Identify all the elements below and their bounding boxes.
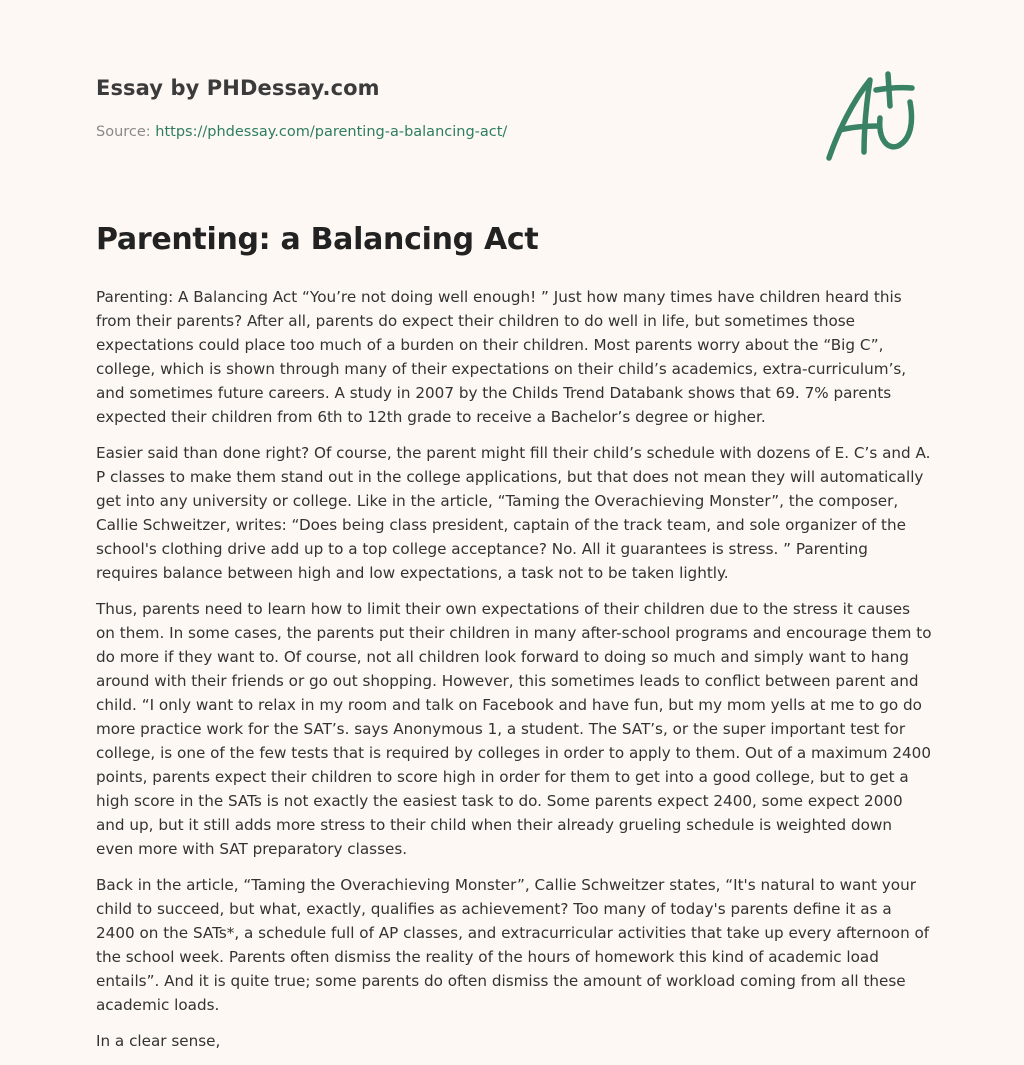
- paragraph-1: Parenting: A Balancing Act “You’re not doing well enough! ” Just how many times have children heard this from their parents? After all, parents do expect their children to do well in life, but sometimes those expectations could place too much of a burden on their children. Most parents worry about the “Big C”, college, which is shown through many of their expectations on their child’s academics, extra-curriculum’s, and sometimes future careers. A study in 2007 by the Childs Trend Databank shows that 69. 7% parents expected their children from 6th to 12th grade to receive a Bachelor’s degree or higher.: [96, 288, 907, 426]
- paragraph-2: Easier said than done right? Of course, the parent might fill their child’s schedule with dozens of E. C’s and A. P classes to make them stand out in the college applications, but that does not mean they will automatically get into any university or college. Like in the article, “Taming the Overachieving Monster”, the composer, Callie Schweitzer, writes: “Does being class president, captain of the track team, and sole organizer of the school's clothing drive add up to a top college acceptance? No. All it guarantees is stress. ” Parenting requires balance between high and low expectations, a task not to be taken lightly.: [96, 444, 931, 582]
- a-plus-logo-icon: [818, 66, 930, 166]
- site-title: Essay by PHDessay.com: [96, 76, 380, 100]
- article-title: Parenting: a Balancing Act: [96, 222, 539, 257]
- paragraph-3: Thus, parents need to learn how to limit their own expectations of their children due to the stress it causes on them. In some cases, the parents put their children in many after-school programs and encourage them to do more if they want to. Of course, not all children look forward to doing so much and simply want to hang around with their friends or go out shopping. However, this sometimes leads to conflict between parent and child. “I only want to relax in my room and talk on Facebook and have fun, but my mom yells at me to go do more practice work for the SAT’s. says Anonymous 1, a student. The SAT’s, or the super important test for college, is one of the few tests that is required by colleges in order to apply to them. Out of a maximum 2400 points, parents expect their children to score high in order for them to get into a good college, but to get a high score in the SATs is not exactly the easiest task to do. Some parents expect 2400, some expect 2000 and up, but it still adds more stress to their child when their already grueling schedule is weighted down even more with SAT preparatory classes.: [96, 600, 932, 858]
- source-label: Source:: [96, 124, 156, 140]
- source-link[interactable]: https://phdessay.com/parenting-a-balancing-act/: [155, 124, 508, 140]
- page-header: [96, 76, 928, 140]
- source-line: [96, 124, 507, 140]
- paragraph-4: Back in the article, “Taming the Overachieving Monster”, Callie Schweitzer states, “It's natural to want your child to succeed, but what, exactly, qualifies as achievement? Too many of today's parents define it as a 2400 on the SATs*, a schedule full of AP classes, and extracurricular activities that take up every afternoon of the school week. Parents often dismiss the reality of the hours of homework this kind of academic load entails”. And it is quite true; some parents do often dismiss the amount of workload coming from all these academic loads.: [96, 876, 930, 1014]
- article-body: [96, 285, 932, 1065]
- paragraph-5: In a clear sense,: [96, 1032, 221, 1050]
